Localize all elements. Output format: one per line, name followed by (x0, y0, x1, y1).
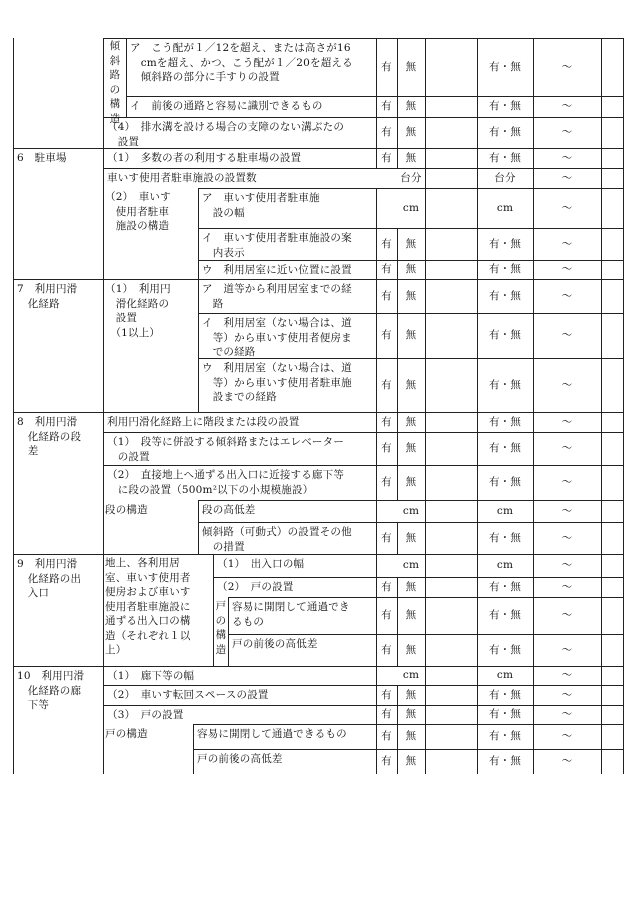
range-tilde: ～ (561, 669, 573, 681)
item-text: 容易に開閉して通過できるもの (197, 728, 347, 740)
range-tilde: ～ (561, 559, 573, 571)
grid-line (198, 188, 624, 189)
item-text: ア 道等から利用居室までの経 路 (202, 283, 352, 310)
grid-line (13, 554, 624, 555)
grid-line (13, 412, 624, 413)
item-text: （4） 排水溝を設ける場合の支障のない溝ぶたの 設置 (107, 121, 345, 148)
item-text: 傾斜路（可動式）の設置その他 の措置 (202, 526, 352, 553)
sub-label: （2） 車いす 使用者駐車 施設の構造 (105, 191, 171, 232)
unit-cm-result: cm (496, 504, 514, 517)
range-tilde: ～ (561, 531, 573, 544)
grid-line (103, 465, 624, 466)
sub-label: 段の構造 (105, 504, 148, 516)
answer-yes-no: 有・無 (488, 378, 522, 391)
item-text: イ 前後の通路と容易に識別できるもの (130, 100, 323, 112)
unit-count: 台分 (400, 171, 422, 184)
unit-cm: cm (402, 201, 420, 214)
range-tilde: ～ (561, 378, 573, 391)
answer-yes: 有 (381, 609, 392, 621)
item-text: 戸の前後の高低差 (197, 753, 283, 765)
answer-yes-no: 有・無 (488, 415, 522, 428)
item-text: 利用円滑化経路上に階段または段の設置 (107, 416, 300, 428)
item-text: ウ 利用居室に近い位置に設置 (202, 264, 352, 276)
grid-line (198, 228, 624, 229)
grid-line (103, 432, 624, 433)
answer-yes: 有 (381, 580, 392, 593)
range-tilde: ～ (561, 442, 573, 454)
answer-no: 無 (405, 151, 417, 164)
answer-no: 無 (405, 329, 417, 341)
answer-yes: 有 (381, 329, 392, 341)
answer-no: 無 (405, 289, 417, 302)
range-tilde: ～ (561, 201, 573, 214)
range-tilde: ～ (561, 476, 573, 488)
sub-label: 地上、各利用居 室、車いす使用者 便房および車いす 使用者駐車施設に 通ずる出入口の構 造（それぞれ１以 上） (105, 557, 191, 656)
item-text: （1） 廊下等の幅 (107, 670, 195, 682)
grid-line (103, 685, 624, 686)
answer-yes-no: 有・無 (488, 151, 522, 164)
range-tilde: ～ (561, 688, 573, 701)
section-heading: 7 利用円滑 化経路 (17, 283, 78, 310)
range-tilde: ～ (561, 151, 573, 164)
answer-yes-no: 有・無 (488, 643, 522, 656)
answer-yes-no: 有・無 (488, 708, 522, 720)
grid-line (228, 634, 624, 635)
range-tilde: ～ (561, 504, 573, 517)
grid-line (228, 597, 229, 667)
answer-yes-no: 有・無 (488, 688, 522, 701)
item-text: ア こう配が１／12を超え、または高さが16 cmを超え、かつ、こう配が１／20を超える 傾斜路の部分に手すりの設置 (130, 42, 353, 83)
unit-cm-result: cm (496, 559, 514, 571)
grid-line (103, 705, 624, 706)
grid-line (103, 168, 624, 169)
range-tilde: ～ (561, 237, 573, 250)
answer-yes-no: 有・無 (488, 263, 522, 275)
item-text: ア 車いす使用者駐車施 設の幅 (202, 192, 320, 219)
sub-label: 戸の構造 (105, 728, 148, 740)
answer-yes: 有 (381, 688, 392, 701)
answer-yes-no: 有・無 (488, 329, 522, 341)
answer-no: 無 (405, 415, 417, 428)
answer-yes-no: 有・無 (488, 609, 522, 621)
answer-yes: 有 (381, 476, 392, 488)
item-text: 戸の前後の高低差 (232, 638, 318, 650)
answer-yes: 有 (381, 531, 392, 544)
range-tilde: ～ (561, 171, 573, 184)
section-heading: 8 利用円滑 化経路の段 差 (17, 416, 82, 457)
section-heading: 6 駐車場 (17, 152, 67, 164)
grid-line (13, 279, 624, 280)
grid-line (198, 260, 624, 261)
grid-line (376, 188, 377, 229)
grid-line (198, 358, 624, 359)
answer-yes-no: 有・無 (488, 730, 522, 742)
sub-label: 戸 の 構 造 (215, 600, 227, 656)
answer-yes: 有 (381, 100, 392, 112)
item-text: 車いす使用者駐車施設の設置数 (107, 172, 257, 184)
range-tilde: ～ (561, 708, 573, 720)
sub-label: （1） 利用円 滑化経路の 設置 （1以上） (105, 283, 171, 339)
item-text: ウ 利用居室（ない場合は、道 等）から車いす使用者駐車施 設までの経路 (202, 362, 352, 403)
item-text: （1） 段等に併設する傾斜路またはエレベーター の設置 (107, 436, 345, 463)
answer-yes: 有 (381, 730, 392, 742)
answer-yes-no: 有・無 (488, 476, 522, 488)
answer-no: 無 (405, 442, 417, 454)
grid-line (198, 500, 624, 501)
answer-yes: 有 (381, 289, 392, 302)
answer-yes-no: 有・無 (488, 289, 522, 302)
range-tilde: ～ (561, 126, 573, 138)
unit-cm-result: cm (496, 201, 514, 214)
answer-yes: 有 (381, 708, 392, 720)
grid-line (198, 188, 199, 280)
answer-no: 無 (405, 754, 417, 767)
item-text: （2） 戸の設置 (217, 581, 294, 593)
grid-line (198, 313, 624, 314)
grid-line (213, 577, 624, 578)
range-tilde: ～ (561, 415, 573, 428)
answer-yes: 有 (381, 237, 392, 250)
grid-line (198, 500, 199, 555)
section-heading: 9 利用円滑 化経路の出 入口 (17, 558, 82, 599)
answer-no: 無 (405, 378, 417, 391)
range-tilde: ～ (561, 329, 573, 341)
range-tilde: ～ (561, 643, 573, 656)
answer-yes-no: 有・無 (488, 442, 522, 454)
grid-line (198, 279, 199, 413)
grid-line (376, 554, 377, 578)
grid-line (126, 38, 127, 118)
answer-yes-no: 有・無 (488, 60, 522, 73)
item-text: （3） 戸の設置 (107, 709, 184, 721)
range-tilde: ～ (561, 730, 573, 742)
unit-cm: cm (402, 504, 420, 517)
range-tilde: ～ (561, 60, 573, 73)
grid-line (126, 96, 624, 97)
sub-label: 傾 斜 路 の 構 造 (109, 40, 121, 125)
grid-line (376, 500, 377, 523)
item-text: （2） 直接地上へ通ずる出入口に近接する廊下等 に段の設置（500m²以下の小規模施設） (107, 469, 345, 496)
answer-no: 無 (405, 688, 417, 701)
item-text: （1） 出入口の幅 (217, 558, 305, 570)
range-tilde: ～ (561, 754, 573, 767)
range-tilde: ～ (561, 609, 573, 621)
answer-no: 無 (405, 609, 417, 621)
answer-no: 無 (405, 531, 417, 544)
answer-no: 無 (405, 580, 417, 593)
answer-no: 無 (405, 708, 417, 720)
answer-no: 無 (405, 126, 417, 138)
grid-line (193, 724, 194, 774)
answer-no: 無 (405, 100, 417, 112)
answer-yes: 有 (381, 263, 392, 275)
grid-line (103, 117, 624, 118)
answer-yes-no: 有・無 (488, 580, 522, 593)
range-tilde: ～ (561, 100, 573, 112)
answer-yes: 有 (381, 643, 392, 656)
grid-line (228, 597, 624, 598)
grid-line (193, 724, 624, 725)
answer-no: 無 (405, 237, 417, 250)
answer-yes-no: 有・無 (488, 126, 522, 138)
answer-yes: 有 (381, 754, 392, 767)
unit-cm-result: cm (496, 669, 514, 681)
grid-line (376, 666, 377, 686)
range-tilde: ～ (561, 263, 573, 275)
unit-count-result: 台分 (494, 171, 516, 184)
item-text: 段の高低差 (202, 504, 256, 516)
answer-no: 無 (405, 476, 417, 488)
answer-no: 無 (405, 643, 417, 656)
item-text: イ 車いす使用者駐車施設の案 内表示 (202, 232, 352, 259)
grid-line (103, 38, 624, 39)
answer-yes: 有 (381, 442, 392, 454)
range-tilde: ～ (561, 580, 573, 593)
grid-line (193, 749, 624, 750)
grid-line (198, 522, 624, 523)
accessibility-checklist-table (13, 38, 623, 773)
unit-cm: cm (402, 559, 420, 571)
unit-cm: cm (402, 669, 420, 681)
item-text: 容易に開閉して通過でき るもの (232, 601, 350, 628)
item-text: （1） 多数の者の利用する駐車場の設置 (107, 152, 302, 164)
answer-yes: 有 (381, 60, 392, 73)
range-tilde: ～ (561, 289, 573, 302)
answer-yes: 有 (381, 151, 392, 164)
item-text: （2） 車いす転回スペースの設置 (107, 689, 269, 701)
answer-no: 無 (405, 60, 417, 73)
answer-yes: 有 (381, 378, 392, 391)
answer-no: 無 (405, 730, 417, 742)
answer-yes-no: 有・無 (488, 100, 522, 112)
answer-yes: 有 (381, 415, 392, 428)
section-heading: 10 利用円滑 化経路の廊 下等 (17, 670, 85, 711)
answer-yes-no: 有・無 (488, 531, 522, 544)
answer-no: 無 (405, 263, 417, 275)
item-text: イ 利用居室（ない場合は、道 等）から車いす使用者便房ま での経路 (202, 317, 352, 358)
answer-yes: 有 (381, 126, 392, 138)
grid-line (13, 666, 624, 667)
answer-yes-no: 有・無 (488, 754, 522, 767)
answer-yes-no: 有・無 (488, 237, 522, 250)
